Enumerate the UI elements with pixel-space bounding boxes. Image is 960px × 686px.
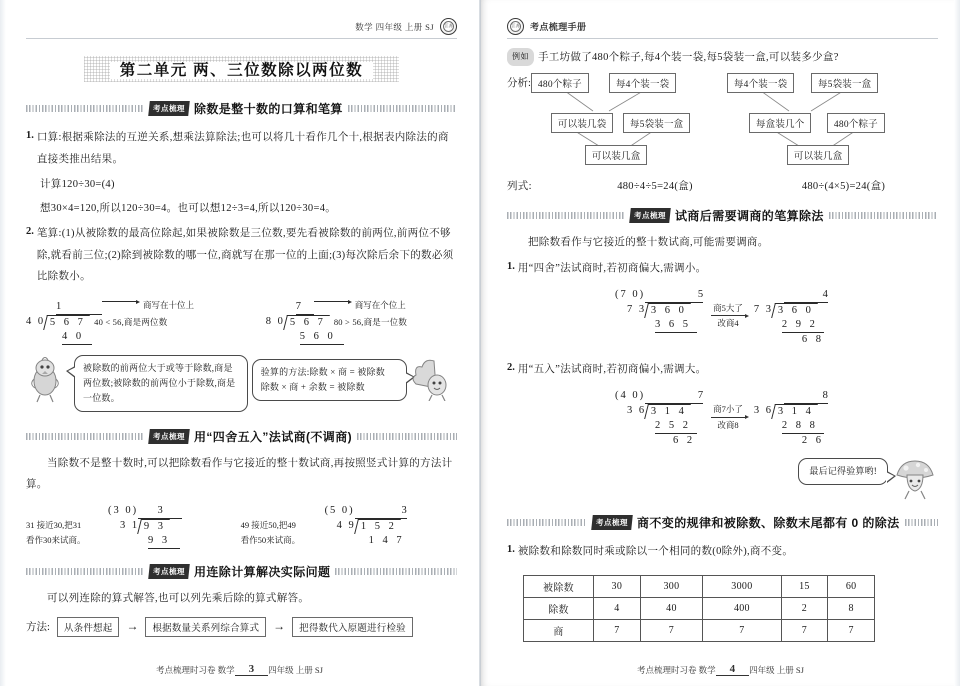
example-a-hint-line2: 看作30来试商。	[26, 534, 86, 545]
reminder-bubble	[798, 458, 888, 485]
tree-b-node-5: 可以装几盒	[787, 145, 850, 165]
table-cell: 60	[828, 575, 875, 597]
list-item	[507, 539, 938, 565]
example-b-hint-line2: 看作50来试商。	[240, 534, 301, 545]
adjust-arrow-icon	[745, 314, 749, 318]
case-2-remainder-2: 2 6	[801, 435, 825, 447]
tree-b-node-3: 每盒装几个	[749, 113, 812, 133]
right-page-footer	[481, 663, 960, 676]
list-item	[26, 221, 457, 290]
case-2-subtrahend-2: 2 8 8	[782, 419, 824, 434]
list-item	[507, 256, 938, 282]
analysis-tree-a	[531, 73, 721, 165]
division-bracket-icon	[137, 519, 170, 534]
publisher-seal-icon	[440, 18, 457, 35]
tree-a-node-1: 480个粽子	[531, 73, 589, 93]
division-bracket-icon	[771, 404, 818, 419]
tip-bubble-right	[252, 359, 407, 401]
badge-label: 考点梳理	[596, 518, 628, 528]
right-section-title-2: 商不变的规律和被除数、除数末尾都有 0 的除法	[637, 516, 900, 531]
division-b-divisor: 8 0	[265, 315, 285, 327]
bird-mascot-icon	[26, 355, 66, 403]
dot-rule-left	[507, 519, 587, 526]
division-a-subtrahend: 4 0	[62, 330, 92, 345]
table-row-header: 被除数	[524, 575, 594, 597]
formula-b: 480÷(4×5)=24(盒)	[801, 180, 886, 192]
case-1-divisor-2: 7 3	[753, 303, 774, 315]
table-row	[524, 575, 875, 597]
dot-rule-right	[829, 212, 938, 219]
case-1-adjusted	[754, 288, 828, 348]
dot-rule-right	[335, 568, 457, 575]
status-badge	[148, 429, 190, 444]
section-2-text: 当除数不是整十数时,可以把除数看作与它接近的整十数试商,再按照竖式计算的方法计算。	[26, 457, 453, 491]
dot-rule-left	[507, 212, 625, 219]
analysis-tree-b	[727, 73, 923, 165]
table-cell: 7	[594, 619, 641, 641]
dot-rule-right	[348, 105, 457, 112]
long-division-b	[238, 300, 457, 346]
list-item-text: 用“四舍”法试商时,若初商偏大,需调小。	[517, 263, 707, 275]
left-running-head-text: 数学 四年级 上册 SJ	[355, 21, 434, 32]
badge-label: 考点梳理	[634, 210, 666, 220]
badge-label: 考点梳理	[153, 567, 185, 577]
list-item-number: 1.	[26, 130, 34, 141]
table-cell: 400	[703, 597, 781, 619]
table-row-header: 除数	[524, 597, 594, 619]
tree-b-node-1: 每4个装一袋	[727, 73, 794, 93]
mushroom-mascot-icon	[892, 458, 938, 502]
division-a-divisor: 4 0	[26, 315, 46, 327]
flow-step-2: 根据数量关系列综合算式	[145, 617, 266, 637]
example-a-dividend: 9 3	[144, 520, 167, 532]
example-line	[507, 47, 938, 69]
case-2-quotient: 7	[645, 389, 703, 404]
right-running-head	[507, 18, 938, 39]
reminder-bubble-text: 最后记得验算哟!	[809, 466, 877, 477]
division-b-subtrahend: 5 6 0	[300, 330, 344, 345]
case-1-remainder-2: 6 8	[801, 334, 825, 346]
case-2-adjust-line1: 商7小了	[711, 403, 745, 418]
example-a-divisor: 3 1	[120, 519, 140, 531]
tree-a-node-4: 每5袋装一盒	[623, 113, 690, 133]
footer-prefix: 考点梳理时习卷 数学	[637, 664, 716, 675]
division-b-quotient: 7	[296, 300, 314, 315]
example-b-dividend: 1 5 2	[360, 520, 397, 532]
division-a-note: 40 < 56,商是两位数	[94, 316, 168, 327]
tree-a-node-2: 每4个装一袋	[609, 73, 676, 93]
section-header-2	[26, 428, 457, 445]
case-1-quotient-2: 4	[784, 288, 828, 303]
tip-bubble-left-text: 被除数的前两位大于或等于除数,商是两位数;被除数的前两位小于除数,商是一位数。	[83, 363, 236, 403]
tree-a-node-3: 可以装几袋	[551, 113, 614, 133]
calc-line: 计算120÷30=(4)	[40, 179, 115, 191]
status-badge	[591, 515, 633, 530]
footer-suffix: 四年级 上册 SJ	[268, 664, 323, 675]
division-a-dividend: 5 6 7	[50, 316, 87, 328]
table-cell: 3000	[703, 575, 781, 597]
flow-arrow-1-icon: →	[126, 619, 139, 634]
publisher-seal-label: 江苏	[511, 23, 520, 29]
right-section-title-1: 试商后需要调商的笔算除法	[675, 208, 824, 223]
case-1-adjust-line1: 商5大了	[711, 302, 745, 317]
page-number: 3	[242, 663, 262, 676]
badge-label: 考点梳理	[153, 104, 185, 113]
table-cell: 7	[828, 619, 875, 641]
flow-arrow-2-icon: →	[273, 619, 286, 634]
table-cell: 30	[594, 575, 641, 597]
case-2-dividend-2: 3 1 4	[777, 405, 814, 417]
flow-step-1: 从条件想起	[57, 617, 120, 637]
quotient-rule-table	[523, 575, 875, 642]
case-1-dividend: 3 6 0	[651, 304, 688, 316]
right-page	[480, 0, 960, 686]
division-bracket-icon	[771, 303, 818, 318]
example-tag: 例如	[507, 48, 534, 66]
list-item-number: 2.	[26, 226, 34, 238]
table-cell: 15	[781, 575, 828, 597]
list-item	[26, 125, 457, 172]
dot-rule-left	[26, 568, 144, 575]
case-2-divisor: 3 6	[627, 404, 647, 416]
formula-label: 列式:	[507, 180, 532, 192]
tip-bubble-left	[74, 355, 248, 412]
tip-bubble-right-line1: 验算的方法:除数 × 商 = 被除数	[260, 367, 385, 378]
case-2-adjust-callout	[711, 403, 745, 432]
tree-b-node-4: 480个粽子	[827, 113, 885, 133]
example-a-approx: (3 0)	[108, 504, 139, 516]
left-page-footer	[0, 663, 479, 676]
left-page-gutter-edge	[0, 0, 6, 686]
case-2-remainder: 6 2	[673, 435, 696, 447]
long-division-ex-b	[325, 504, 407, 549]
left-running-head	[26, 18, 457, 39]
list-item-text: 笔算:(1)从被除数的最高位除起,如果被除数是三位数,要先看被除数的前两位,前两位不够除,就看前三位;(2)除到被除数的哪一位,商就写在那一位的上面;(3)每次除后余下的数必须比除数小。	[36, 228, 454, 283]
page-number: 4	[723, 663, 743, 676]
badge-label: 考点梳理	[153, 431, 185, 441]
list-item-number: 2.	[507, 362, 515, 374]
long-division-ex-a	[108, 504, 182, 550]
tree-b-node-2: 每5袋装一盒	[811, 73, 878, 93]
list-item-text: 口算:根据乘除法的互逆关系,想乘法算除法;也可以将几十看作几个十,根据表内除法的商直接类推出结果。	[36, 132, 449, 165]
example-a-hint-line1: 31 接近30,把31	[26, 519, 82, 530]
section-3-text: 可以列连除的算式解答,也可以列先乘后除的算式解答。	[47, 593, 310, 605]
status-badge	[148, 564, 190, 579]
formula-row	[507, 178, 938, 193]
case-2-quotient-2: 8	[784, 389, 828, 404]
page-title	[26, 51, 457, 87]
list-item-text: 被除数和除数同时乘或除以一个相同的数(0除外),商不变。	[517, 546, 794, 558]
flow-step-3: 把得数代入原题进行检验	[292, 617, 413, 637]
table-cell: 2	[781, 597, 828, 619]
case-2-subtrahend: 2 5 2	[655, 419, 697, 434]
section-title-2: 用“四舍五入”法试商(不调商)	[194, 429, 352, 444]
division-bracket-icon	[644, 404, 691, 419]
case-1-subtrahend-2: 2 9 2	[782, 318, 824, 333]
division-a-quotient: 1	[56, 300, 102, 315]
example-b-approx: (5 0)	[324, 504, 355, 516]
case-2-divisor-2: 3 6	[753, 404, 774, 416]
example-b-quotient: 3	[355, 504, 407, 519]
division-bracket-icon	[283, 315, 330, 330]
tip-bubble-right-line2: 除数 × 商 + 余数 = 被除数	[260, 381, 365, 392]
right-section-1-intro: 把除数看作与它接近的整十数试商,可能需要调商。	[528, 236, 769, 248]
table-row-header: 商	[524, 619, 594, 641]
case-1-adjust-line2: 改商4	[717, 318, 739, 329]
list-item-text: 用“五入”法试商时,若初商偏小,需调大。	[517, 364, 707, 376]
long-division-pair-2	[26, 504, 457, 550]
table-cell: 4	[594, 597, 641, 619]
case-1-subtrahend: 3 6 5	[655, 318, 697, 333]
example-b-hint-line1: 49 接近50,把49	[240, 519, 296, 530]
adjust-arrow-icon	[745, 415, 749, 419]
publisher-seal-label: 江苏	[444, 23, 453, 29]
division-b-dividend: 5 6 7	[289, 316, 326, 328]
section-header-3	[26, 563, 457, 580]
case-2-dividend: 3 1 4	[651, 405, 688, 417]
case-2-initial	[615, 389, 703, 449]
division-b-note: 80 > 56,商是一位数	[333, 316, 408, 327]
example-b-divisor: 4 9	[336, 519, 356, 531]
example-a-quotient: 3	[138, 504, 182, 519]
right-running-head-text: 考点梳理手册	[530, 22, 587, 32]
dot-rule-right	[357, 433, 457, 440]
section-title-1: 除数是整十数的口算和笔算	[194, 102, 343, 116]
right-section-header-2	[507, 514, 938, 531]
case-2-adjusted	[754, 389, 828, 449]
division-b-arrow-label: 商写在个位上	[354, 299, 406, 310]
callout-arrow-icon	[314, 300, 352, 304]
callout-arrow-icon	[102, 300, 140, 304]
section-title-3: 用连除计算解决实际问题	[194, 565, 331, 580]
example-a-hint	[26, 504, 104, 548]
case-1-adjust-callout	[711, 302, 745, 331]
example-a-subtrahend: 9 3	[148, 534, 180, 549]
list-item-number: 1.	[507, 544, 515, 556]
table-cell: 40	[640, 597, 703, 619]
dot-rule-left	[26, 105, 144, 112]
status-badge	[148, 101, 190, 116]
right-section-header-1	[507, 207, 938, 224]
table-cell: 7	[640, 619, 703, 641]
example-b-hint	[241, 504, 321, 548]
case-2-adjust-line2: 改商8	[717, 419, 739, 430]
long-division-pair-1	[26, 300, 457, 346]
status-badge	[629, 208, 671, 223]
footer-suffix: 四年级 上册 SJ	[749, 664, 804, 675]
table-cell: 7	[703, 619, 781, 641]
division-a-arrow-label: 商写在十位上	[143, 299, 195, 310]
division-bracket-icon	[354, 519, 401, 534]
method-flow	[26, 617, 457, 637]
think-line: 想30×4=120,所以120÷30=4。也可以想12÷3=4,所以120÷30=4。	[40, 202, 337, 214]
vegetable-mascot-icon	[411, 357, 457, 401]
long-division-a	[26, 300, 238, 346]
footer-prefix: 考点梳理时习卷 数学	[156, 664, 235, 675]
unit-title-text: 第二单元 两、三位数除以两位数	[110, 62, 373, 79]
section-header-1	[26, 100, 457, 117]
dot-rule-right	[905, 519, 938, 526]
list-item	[507, 357, 938, 383]
table-cell: 8	[828, 597, 875, 619]
case-1-dividend-2: 3 6 0	[777, 304, 814, 316]
table-row	[524, 619, 875, 641]
table-row	[524, 597, 875, 619]
case-1-quotient: 5	[645, 288, 703, 303]
analysis-label: 分析:	[507, 77, 531, 89]
formula-a: 480÷4÷5=24(盒)	[617, 180, 693, 192]
table-cell: 7	[781, 619, 828, 641]
case-1-divisor: 7 3	[627, 303, 647, 315]
division-bracket-icon	[644, 303, 691, 318]
publisher-seal-icon	[507, 18, 524, 35]
example-text: 手工坊做了480个粽子,每4个装一袋,每5袋装一盒,可以装多少盒?	[538, 52, 839, 63]
tree-a-node-5: 可以装几盒	[585, 145, 648, 165]
case-2-approx: (4 0)	[615, 389, 646, 401]
right-page-outer-edge	[954, 0, 960, 686]
method-label: 方法:	[26, 622, 50, 634]
dot-rule-left	[26, 433, 144, 440]
list-item-number: 1.	[507, 261, 515, 273]
table-cell: 300	[640, 575, 703, 597]
case-1-initial	[615, 288, 703, 334]
example-b-subtrahend: 1 4 7	[368, 535, 405, 547]
case-1-approx: (7 0)	[615, 288, 646, 300]
division-bracket-icon	[43, 315, 90, 330]
